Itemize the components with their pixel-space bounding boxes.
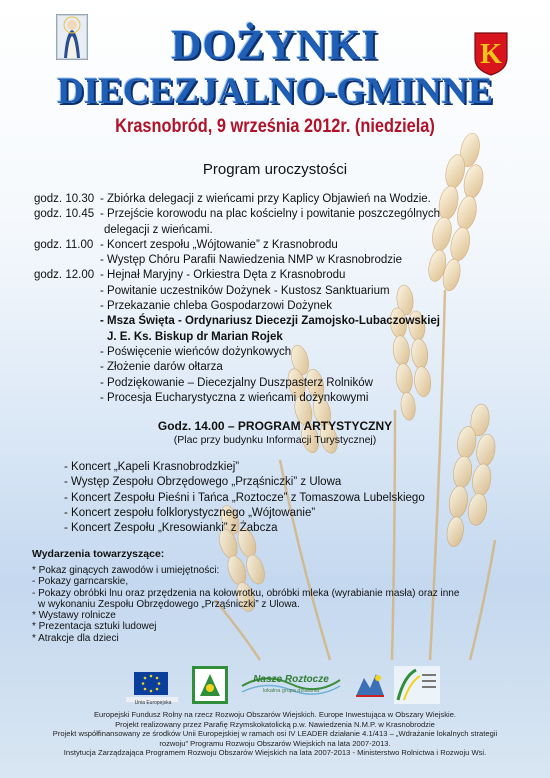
concert-item: - Występ Zespołu Obrzędowego „Prząśniczki” z Ulowa xyxy=(64,476,342,489)
side-event-item: - Pokazy garncarskie, xyxy=(32,576,129,588)
side-events-heading: Wydarzenia towarzyszące: xyxy=(32,548,165,560)
schedule-row xyxy=(34,253,514,268)
schedule-text: J. E. Ks. Biskup dr Marian Rojek xyxy=(107,330,283,343)
schedule-row xyxy=(34,238,514,253)
side-event-item: * Atrakcje dla dzieci xyxy=(32,632,119,644)
eu-flag-logo xyxy=(122,670,182,704)
schedule-text: - Poświęcenie wieńców dożynkowych xyxy=(100,345,292,358)
eu-caption: Unia Europejska xyxy=(134,700,172,706)
concert-item: - Koncert Zespołu Pieśni i Tańca „Roztocze” z Tomaszowa Lubelskiego xyxy=(64,491,425,504)
schedule-text: - Koncert zespołu „Wójtowanie” z Krasnobrodu xyxy=(100,238,338,251)
schedule-text: - Zbiórka delegacji z wieńcami przy Kaplicy Objawień na Wodzie. xyxy=(100,193,431,205)
schedule-time xyxy=(34,330,100,345)
schedule-row xyxy=(34,391,514,406)
footer-line: Instytucja Zarządzająca Programem Rozwoju Obszarów Wiejskich na lata 2007-2013 - Ministerstwo Rolnictwa i Rozwoju Wsi. xyxy=(63,748,487,758)
program-heading: Program uroczystości xyxy=(202,161,348,178)
schedule-row xyxy=(34,345,514,360)
artistic-program-heading: Godz. 14.00 – PROGRAM ARTYSTYCZNY xyxy=(157,419,393,433)
prow-logo xyxy=(352,666,388,704)
schedule-row xyxy=(34,284,514,299)
schedule-text: - Msza Święta - Ordynariusz Diecezji Zamojsko-Lubaczowskiej xyxy=(100,315,440,328)
schedule-time: godz. 10.45 xyxy=(34,208,95,221)
concert-list xyxy=(64,460,425,536)
side-event-item: * Pokaz ginących zawodów i umiejętności: xyxy=(32,565,220,576)
artistic-program-location: (Plac przy budynku Informacji Turystycznej) xyxy=(173,434,377,446)
schedule-time xyxy=(34,299,100,314)
footer-line: rozwoju” Programu Rozwoju Obszarów Wiejskich na lata 2007-2013. xyxy=(159,738,391,748)
schedule-row xyxy=(34,360,514,375)
poster-title-line2: DIECEZJALNO-GMINNE xyxy=(57,71,493,112)
concert-item: - Koncert Zespołu „Kresowianki” z Żabcza xyxy=(64,522,278,535)
schedule-text: - Przejście korowodu na plac kościelny i powitanie poszczególnych xyxy=(100,208,441,221)
schedule-list xyxy=(34,192,514,406)
side-event-item: * Prezentacja sztuki ludowej xyxy=(32,621,157,633)
schedule-row xyxy=(34,330,514,345)
side-event-item: - Pokazy obróbki lnu oraz przędzenia na kołowrotku, obróbki mleka (wyrabianie masła) oraz inne xyxy=(32,587,460,599)
poster-title: DOŻYNKI xyxy=(171,23,379,69)
schedule-time xyxy=(34,223,100,238)
footer-line: Projekt współfinansowany ze środków Unii Europejskiej w ramach osi IV LEADER działanie 4.1/413 – „Wdrażanie lokalnych strategii xyxy=(52,729,498,739)
sponsor-logos xyxy=(112,664,442,708)
schedule-row xyxy=(34,314,514,329)
event-date-location: Krasnobród, 9 września 2012r. (niedziela) xyxy=(115,116,435,137)
funding-footer xyxy=(10,710,540,758)
schedule-row xyxy=(34,223,514,238)
concert-item: - Koncert „Kapeli Krasnobrodzkiej” xyxy=(64,461,240,473)
schedule-time xyxy=(34,376,100,391)
schedule-time xyxy=(34,391,100,406)
footer-line: Projekt realizowany przez Parafię Rzymskokatolicką p.w. Nawiedzenia N.M.P. w Krasnobrodzie xyxy=(115,719,435,729)
schedule-time: godz. 12.00 xyxy=(34,269,95,282)
schedule-text: - Procesja Eucharystyczna z wieńcami dożynkowymi xyxy=(100,391,369,404)
side-event-item: * Wystawy rolnicze xyxy=(32,610,116,622)
schedule-time: godz. 11.00 xyxy=(34,238,94,251)
schedule-text: - Hejnał Maryjny - Orkiestra Dęta z Krasnobrodu xyxy=(100,269,346,282)
schedule-text: - Złożenie darów ołtarza xyxy=(100,361,223,374)
side-events-list xyxy=(32,565,522,644)
schedule-text: - Występ Chóru Parafii Nawiedzenia NMP w Krasnobrodzie xyxy=(100,254,403,267)
side-event-item: w wykonaniu Zespołu Obrzędowego „Prząśniczki” z Ulowa. xyxy=(38,598,300,610)
nasze-roztocze-label: Nasze Roztocze xyxy=(253,674,329,685)
schedule-row xyxy=(34,207,514,222)
rural-development-logo xyxy=(394,666,440,704)
schedule-time xyxy=(34,284,100,299)
schedule-row xyxy=(34,192,514,207)
schedule-text: - Powitanie uczestników Dożynek - Kustosz Sanktuarium xyxy=(100,284,390,297)
schedule-text: - Podziękowanie – Diecezjalny Duszpasterz Rolników xyxy=(100,376,373,389)
schedule-time xyxy=(34,314,100,329)
svg-text:K: K xyxy=(480,39,502,70)
schedule-text: - Przekazanie chleba Gospodarzowi Dożynek xyxy=(100,300,333,313)
leader-logo xyxy=(192,666,228,704)
schedule-row xyxy=(34,376,514,391)
schedule-time xyxy=(34,360,100,375)
schedule-row xyxy=(34,299,514,314)
concert-item: - Koncert zespołu folklorystycznego „Wójtowanie” xyxy=(64,506,316,519)
schedule-time xyxy=(34,345,100,360)
nasze-roztocze-tagline: lokalna grupa działania xyxy=(262,688,320,694)
schedule-text: delegacji z wieńcami. xyxy=(104,223,213,236)
footer-line: Europejski Fundusz Rolny na rzecz Rozwoju Obszarów Wiejskich. Europe Inwestująca w Obszary Wiejskie. xyxy=(93,710,457,719)
schedule-time xyxy=(34,253,100,268)
schedule-row xyxy=(34,268,514,283)
schedule-time: godz. 10.30 xyxy=(34,193,95,205)
